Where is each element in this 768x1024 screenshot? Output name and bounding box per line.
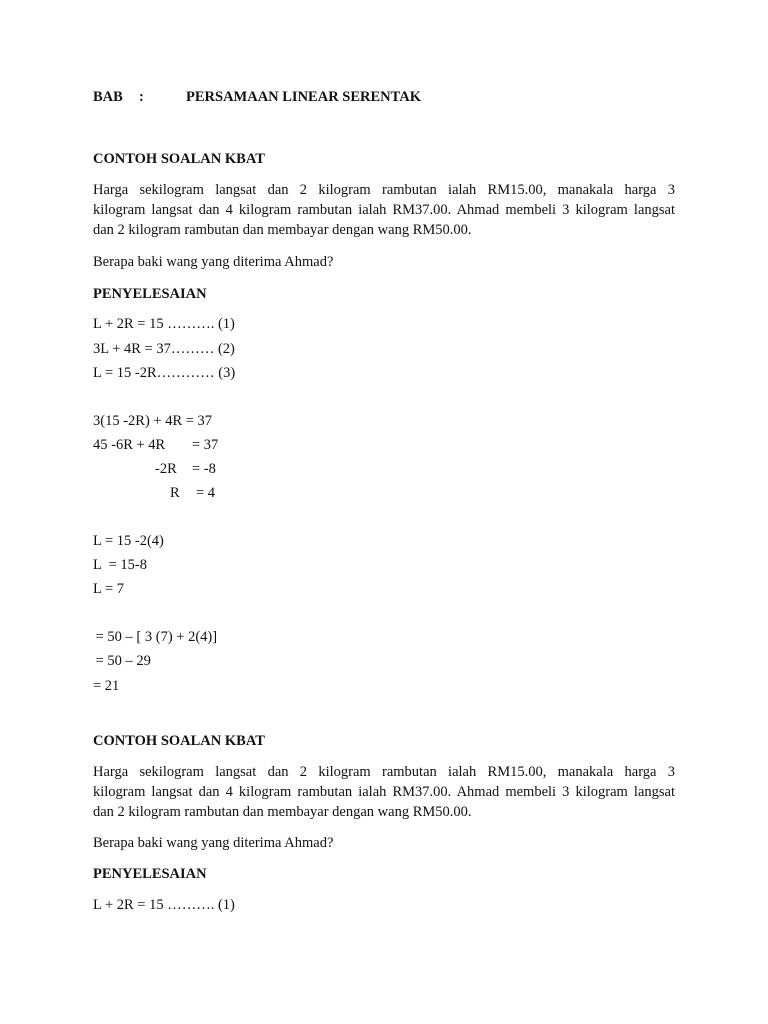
chapter-title: PERSAMAAN LINEAR SERENTAK <box>186 89 421 105</box>
substitution-line-4-left: R <box>170 485 180 501</box>
balance-line-2: = 50 – 29 <box>92 653 151 669</box>
section2-question-line-3: dan 2 kilogram rambutan dan membayar dengan wang RM50.00. <box>93 804 472 820</box>
section2-heading: CONTOH SOALAN KBAT <box>93 733 265 749</box>
section2-question-line-1: Harga sekilogram langsat dan 2 kilogram rambutan ialah RM15.00, manakala harga 3 <box>93 764 675 780</box>
chapter-label: BAB <box>93 89 123 105</box>
balance-line-1: = 50 – [ 3 (7) + 2(4)] <box>92 629 218 645</box>
section2-ask: Berapa baki wang yang diterima Ahmad? <box>93 835 334 851</box>
section2-question-line-2: kilogram langsat dan 4 kilogram rambutan ialah RM37.00. Ahmad membeli 3 kilogram langsat <box>93 784 675 800</box>
section1-question-line-3: dan 2 kilogram rambutan dan membayar dengan wang RM50.00. <box>93 222 472 238</box>
equation-1: L + 2R = 15 ………. (1) <box>93 316 235 332</box>
section2-equation-1: L + 2R = 15 ………. (1) <box>93 897 235 913</box>
l-line-1: L = 15 -2(4) <box>93 533 164 549</box>
substitution-line-4-right: = 4 <box>196 485 216 501</box>
section1-ask: Berapa baki wang yang diterima Ahmad? <box>93 254 334 270</box>
substitution-line-2-left: 45 -6R + 4R <box>93 437 166 453</box>
balance-line-3: = 21 <box>93 678 120 694</box>
substitution-line-1: 3(15 -2R) + 4R = 37 <box>93 413 213 429</box>
section1-solution-heading: PENYELESAIAN <box>93 286 207 302</box>
l-line-3: L = 7 <box>93 581 124 597</box>
equation-3: L = 15 -2R………… (3) <box>93 365 236 381</box>
section2-solution-heading: PENYELESAIAN <box>93 866 207 882</box>
section1-question-line-2: kilogram langsat dan 4 kilogram rambutan ialah RM37.00. Ahmad membeli 3 kilogram langsat <box>93 202 675 218</box>
section1-question-line-1: Harga sekilogram langsat dan 2 kilogram rambutan ialah RM15.00, manakala harga 3 <box>93 182 675 198</box>
substitution-line-3-right: = -8 <box>192 461 216 477</box>
section1-heading: CONTOH SOALAN KBAT <box>93 151 265 167</box>
chapter-colon: : <box>139 89 144 105</box>
substitution-line-3-left: -2R <box>155 461 177 477</box>
equation-2: 3L + 4R = 37……… (2) <box>93 341 235 357</box>
substitution-line-2-right: = 37 <box>192 437 219 453</box>
l-line-2: L = 15-8 <box>93 557 147 573</box>
